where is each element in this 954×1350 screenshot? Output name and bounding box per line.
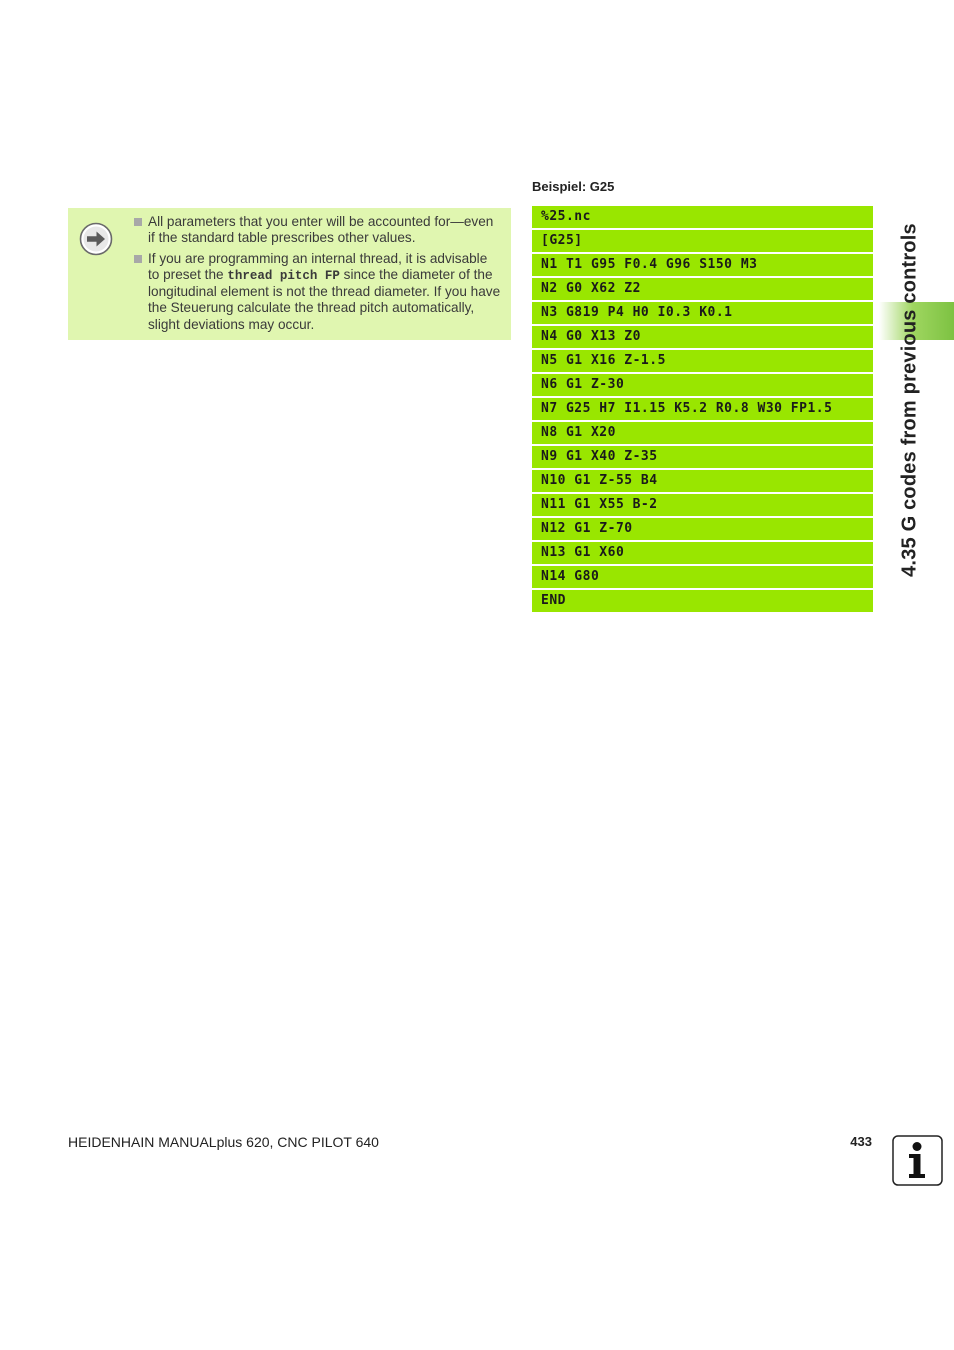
note-code: thread pitch FP <box>227 268 340 283</box>
note-item <box>134 214 502 247</box>
bullet-square-icon <box>134 218 142 226</box>
bullet-square-icon <box>134 255 142 263</box>
code-line: %25.nc <box>532 206 873 228</box>
code-line: N1 T1 G95 F0.4 G96 S150 M3 <box>532 254 873 276</box>
code-line: N7 G25 H7 I1.15 K5.2 R0.8 W30 FP1.5 <box>532 398 873 420</box>
code-line: N14 G80 <box>532 566 873 588</box>
code-line: N5 G1 X16 Z-1.5 <box>532 350 873 372</box>
note-text: since the diameter of the longitudinal element is not the thread diameter. If you have the Steuerung calculate the thread pitch automatically, slight deviations may occur. <box>148 266 501 332</box>
code-line: N10 G1 Z-55 B4 <box>532 470 873 492</box>
note-text: All parameters that you enter will be accounted for—even if the standard table prescribes other values. <box>148 214 494 246</box>
note-item <box>134 251 502 333</box>
code-line: N11 G1 X55 B-2 <box>532 494 873 516</box>
code-line: N8 G1 X20 <box>532 422 873 444</box>
chapter-title-text: 4.35 G codes from previous controls <box>898 223 921 577</box>
code-line: N3 G819 P4 H0 I0.3 K0.1 <box>532 302 873 324</box>
code-line: N2 G0 X62 Z2 <box>532 278 873 300</box>
note-text: If you are programming an internal thread, it is advisable to preset the <box>148 250 488 282</box>
info-icon <box>892 1135 943 1186</box>
footer-text: HEIDENHAIN MANUALplus 620, CNC PILOT 640 <box>68 1134 379 1150</box>
code-line: N13 G1 X60 <box>532 542 873 564</box>
code-line: [G25] <box>532 230 873 252</box>
arrow-right-circle-icon <box>79 222 113 256</box>
code-line: END <box>532 590 873 612</box>
example-title: Beispiel: G25 <box>532 179 615 194</box>
code-line: N12 G1 Z-70 <box>532 518 873 540</box>
note-list <box>134 214 502 337</box>
code-line: N6 G1 Z-30 <box>532 374 873 396</box>
code-listing <box>532 206 873 614</box>
code-line: N9 G1 X40 Z-35 <box>532 446 873 468</box>
code-line: N4 G0 X13 Z0 <box>532 326 873 348</box>
page-number: 433 <box>850 1134 872 1149</box>
note-box <box>68 208 511 340</box>
